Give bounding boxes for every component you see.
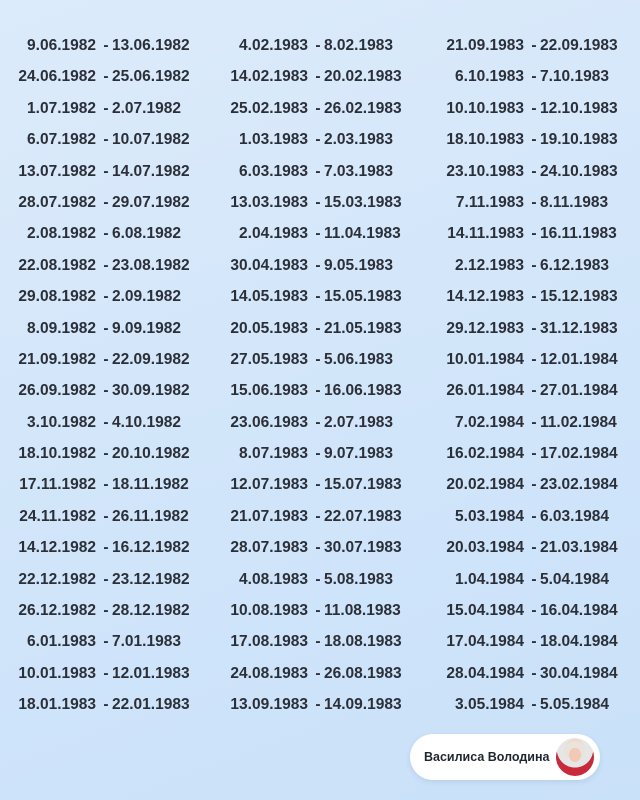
range-start-date: 30.04.1983	[230, 256, 308, 274]
range-end-date: 6.12.1983	[540, 256, 609, 274]
range-end-date: 16.04.1984	[540, 602, 618, 620]
range-separator: -	[103, 633, 109, 651]
range-start-date: 21.09.1983	[446, 37, 524, 54]
range-separator: -	[531, 602, 537, 620]
range-end-date: 16.12.1982	[112, 539, 190, 557]
range-separator: -	[315, 507, 321, 525]
range-end-date: 14.07.1982	[112, 162, 190, 180]
range-separator: -	[315, 633, 321, 651]
date-range	[440, 438, 630, 469]
range-separator: -	[315, 37, 321, 54]
range-separator: -	[103, 413, 109, 431]
range-separator: -	[531, 413, 537, 431]
range-separator: -	[531, 193, 537, 211]
range-end-date: 30.07.1983	[324, 539, 402, 557]
range-separator: -	[531, 37, 537, 54]
range-end-date: 27.01.1984	[540, 382, 618, 400]
range-end-date: 29.07.1982	[112, 193, 190, 211]
range-start-date: 10.10.1983	[446, 99, 524, 117]
range-separator: -	[315, 225, 321, 243]
range-start-date: 14.11.1983	[447, 225, 524, 243]
range-end-date: 9.07.1983	[324, 445, 393, 463]
range-separator: -	[103, 570, 109, 588]
date-row	[0, 124, 640, 155]
range-separator: -	[531, 350, 537, 368]
range-start-date: 18.01.1983	[18, 696, 96, 714]
range-start-date: 2.08.1982	[27, 225, 96, 243]
range-start-date: 15.04.1984	[446, 602, 524, 620]
range-start-date: 9.06.1982	[27, 37, 96, 54]
range-end-date: 20.10.1982	[112, 445, 190, 463]
date-range	[16, 689, 206, 720]
range-start-date: 10.01.1983	[18, 664, 96, 682]
range-start-date: 10.08.1983	[230, 602, 308, 620]
range-start-date: 13.07.1982	[18, 162, 96, 180]
date-row	[0, 438, 640, 469]
author-name: Василиса Володина	[424, 750, 550, 764]
date-range	[228, 626, 418, 657]
range-start-date: 18.10.1983	[446, 131, 524, 149]
range-end-date: 14.09.1983	[324, 696, 402, 714]
range-end-date: 10.07.1982	[112, 131, 190, 149]
date-row	[0, 30, 640, 61]
range-start-date: 18.10.1982	[18, 445, 96, 463]
range-start-date: 6.10.1983	[455, 68, 524, 86]
range-start-date: 14.05.1983	[230, 288, 308, 306]
range-end-date: 13.06.1982	[112, 37, 190, 54]
range-end-date: 9.05.1983	[324, 256, 393, 274]
date-range	[440, 689, 630, 720]
date-row	[0, 626, 640, 657]
range-end-date: 5.05.1984	[540, 696, 609, 714]
range-start-date: 26.12.1982	[18, 602, 96, 620]
date-row	[0, 407, 640, 438]
range-end-date: 22.07.1983	[324, 507, 402, 525]
range-separator: -	[103, 99, 109, 117]
range-start-date: 4.08.1983	[239, 570, 308, 588]
range-separator: -	[315, 664, 321, 682]
range-separator: -	[531, 68, 537, 86]
date-row	[0, 93, 640, 124]
date-range	[228, 124, 418, 155]
range-end-date: 18.11.1982	[112, 476, 189, 494]
date-range	[228, 344, 418, 375]
range-separator: -	[103, 382, 109, 400]
date-row	[0, 658, 640, 689]
range-separator: -	[531, 131, 537, 149]
date-range	[16, 595, 206, 626]
range-separator: -	[103, 131, 109, 149]
range-end-date: 15.07.1983	[324, 476, 402, 494]
range-separator: -	[103, 696, 109, 714]
date-range	[440, 501, 630, 532]
range-end-date: 4.10.1982	[112, 413, 181, 431]
range-end-date: 9.09.1982	[112, 319, 181, 337]
range-start-date: 24.08.1983	[230, 664, 308, 682]
range-separator: -	[315, 131, 321, 149]
range-end-date: 7.03.1983	[324, 162, 393, 180]
date-range	[228, 61, 418, 92]
date-range	[228, 501, 418, 532]
range-end-date: 16.11.1983	[540, 225, 617, 243]
date-range	[16, 501, 206, 532]
date-range	[440, 595, 630, 626]
range-end-date: 2.07.1982	[112, 99, 181, 117]
range-end-date: 18.04.1984	[540, 633, 618, 651]
range-separator: -	[531, 382, 537, 400]
range-separator: -	[103, 319, 109, 337]
range-separator: -	[315, 413, 321, 431]
date-range	[440, 375, 630, 406]
range-start-date: 17.04.1984	[446, 633, 524, 651]
range-end-date: 12.10.1983	[540, 99, 618, 117]
range-start-date: 12.07.1983	[230, 476, 308, 494]
date-range	[440, 61, 630, 92]
range-separator: -	[531, 99, 537, 117]
date-range	[228, 156, 418, 187]
range-start-date: 26.01.1984	[446, 382, 524, 400]
range-start-date: 1.03.1983	[239, 131, 308, 149]
range-start-date: 16.02.1984	[446, 445, 524, 463]
date-range	[440, 124, 630, 155]
range-separator: -	[315, 193, 321, 211]
range-start-date: 6.07.1982	[27, 131, 96, 149]
range-separator: -	[103, 602, 109, 620]
range-separator: -	[103, 162, 109, 180]
range-separator: -	[315, 476, 321, 494]
range-end-date: 21.03.1984	[540, 539, 618, 557]
date-range	[16, 93, 206, 124]
date-row	[0, 469, 640, 500]
range-separator: -	[103, 193, 109, 211]
date-row	[0, 250, 640, 281]
date-range	[440, 187, 630, 218]
range-end-date: 23.02.1984	[540, 476, 618, 494]
date-row	[0, 689, 640, 720]
range-end-date: 6.03.1984	[540, 507, 609, 525]
date-row	[0, 532, 640, 563]
range-end-date: 22.01.1983	[112, 696, 190, 714]
range-end-date: 28.12.1982	[112, 602, 190, 620]
date-range	[16, 469, 206, 500]
range-separator: -	[103, 539, 109, 557]
range-start-date: 21.07.1983	[230, 507, 308, 525]
range-end-date: 26.02.1983	[324, 99, 402, 117]
range-separator: -	[531, 507, 537, 525]
range-separator: -	[315, 319, 321, 337]
date-range	[228, 407, 418, 438]
range-start-date: 20.05.1983	[230, 319, 308, 337]
range-end-date: 11.02.1984	[540, 413, 617, 431]
range-separator: -	[531, 570, 537, 588]
range-start-date: 13.03.1983	[230, 193, 308, 211]
date-range	[228, 313, 418, 344]
range-separator: -	[103, 225, 109, 243]
range-start-date: 23.06.1983	[230, 413, 308, 431]
range-start-date: 20.02.1984	[446, 476, 524, 494]
date-range	[228, 218, 418, 249]
range-separator: -	[315, 602, 321, 620]
date-range	[440, 281, 630, 312]
date-range	[228, 250, 418, 281]
range-start-date: 28.04.1984	[446, 664, 524, 682]
range-start-date: 27.05.1983	[230, 350, 308, 368]
range-separator: -	[531, 696, 537, 714]
date-range	[16, 30, 206, 61]
range-end-date: 22.09.1983	[540, 37, 618, 54]
date-row	[0, 281, 640, 312]
range-end-date: 2.03.1983	[324, 131, 393, 149]
range-start-date: 1.07.1982	[27, 99, 96, 117]
range-end-date: 12.01.1983	[112, 664, 190, 682]
range-end-date: 5.04.1984	[540, 570, 609, 588]
range-separator: -	[315, 445, 321, 463]
date-row	[0, 61, 640, 92]
range-end-date: 22.09.1982	[112, 350, 190, 368]
range-separator: -	[315, 256, 321, 274]
range-separator: -	[103, 445, 109, 463]
range-separator: -	[103, 476, 109, 494]
range-start-date: 17.08.1983	[230, 633, 308, 651]
range-end-date: 24.10.1983	[540, 162, 618, 180]
range-separator: -	[103, 350, 109, 368]
date-range	[228, 375, 418, 406]
range-separator: -	[315, 570, 321, 588]
range-separator: -	[531, 664, 537, 682]
range-end-date: 6.08.1982	[112, 225, 181, 243]
range-separator: -	[103, 288, 109, 306]
date-range	[16, 658, 206, 689]
range-start-date: 1.04.1984	[455, 570, 524, 588]
range-separator: -	[531, 476, 537, 494]
range-start-date: 14.12.1982	[18, 539, 96, 557]
range-end-date: 7.10.1983	[540, 68, 609, 86]
range-start-date: 2.04.1983	[239, 225, 308, 243]
range-end-date: 23.08.1982	[112, 256, 190, 274]
date-range	[16, 187, 206, 218]
date-range	[16, 250, 206, 281]
date-range	[440, 626, 630, 657]
range-end-date: 11.04.1983	[324, 225, 401, 243]
range-end-date: 18.08.1983	[324, 633, 402, 651]
date-range	[440, 250, 630, 281]
date-range	[228, 469, 418, 500]
date-range	[16, 124, 206, 155]
range-end-date: 11.08.1983	[324, 602, 401, 620]
date-row	[0, 595, 640, 626]
range-end-date: 21.05.1983	[324, 319, 402, 337]
range-start-date: 21.09.1982	[18, 350, 96, 368]
range-end-date: 30.09.1982	[112, 382, 190, 400]
avatar-face-shape	[569, 748, 581, 762]
date-range	[16, 438, 206, 469]
range-end-date: 2.07.1983	[324, 413, 393, 431]
range-separator: -	[315, 288, 321, 306]
range-separator: -	[531, 162, 537, 180]
range-separator: -	[103, 37, 109, 54]
date-row	[0, 375, 640, 406]
range-start-date: 5.03.1984	[455, 507, 524, 525]
range-start-date: 3.05.1984	[455, 696, 524, 714]
range-separator: -	[103, 507, 109, 525]
date-range	[228, 532, 418, 563]
range-separator: -	[103, 256, 109, 274]
range-start-date: 28.07.1982	[18, 193, 96, 211]
date-range	[228, 564, 418, 595]
range-start-date: 8.07.1983	[239, 445, 308, 463]
range-separator: -	[315, 539, 321, 557]
range-start-date: 24.06.1982	[18, 68, 96, 86]
range-start-date: 13.09.1983	[230, 696, 308, 714]
date-range	[16, 626, 206, 657]
range-start-date: 15.06.1983	[230, 382, 308, 400]
range-separator: -	[315, 99, 321, 117]
range-separator: -	[531, 539, 537, 557]
date-range	[16, 344, 206, 375]
range-start-date: 26.09.1982	[18, 382, 96, 400]
date-range	[16, 61, 206, 92]
date-ranges-grid	[0, 30, 640, 721]
author-badge[interactable]	[410, 734, 600, 780]
range-separator: -	[315, 68, 321, 86]
range-separator: -	[531, 445, 537, 463]
range-start-date: 2.12.1983	[455, 256, 524, 274]
range-end-date: 26.08.1983	[324, 664, 402, 682]
date-row	[0, 501, 640, 532]
date-range	[228, 438, 418, 469]
range-end-date: 8.11.1983	[540, 193, 609, 211]
range-end-date: 25.06.1982	[112, 68, 190, 86]
date-row	[0, 187, 640, 218]
range-end-date: 16.06.1983	[324, 382, 402, 400]
date-range	[228, 93, 418, 124]
range-end-date: 7.01.1983	[112, 633, 181, 651]
range-start-date: 23.10.1983	[446, 162, 524, 180]
range-separator: -	[315, 350, 321, 368]
range-separator: -	[531, 256, 537, 274]
avatar[interactable]	[556, 738, 594, 776]
range-start-date: 20.03.1984	[446, 539, 524, 557]
date-range	[228, 595, 418, 626]
range-start-date: 29.08.1982	[18, 288, 96, 306]
range-end-date: 8.02.1983	[324, 37, 393, 54]
range-start-date: 22.12.1982	[18, 570, 96, 588]
range-end-date: 15.12.1983	[540, 288, 618, 306]
date-range	[228, 658, 418, 689]
date-range	[228, 30, 418, 61]
range-separator: -	[103, 664, 109, 682]
range-end-date: 20.02.1983	[324, 68, 402, 86]
date-range	[440, 407, 630, 438]
date-row	[0, 313, 640, 344]
range-start-date: 3.10.1982	[27, 413, 96, 431]
range-start-date: 24.11.1982	[19, 507, 96, 525]
date-row	[0, 218, 640, 249]
range-end-date: 5.08.1983	[324, 570, 393, 588]
date-row	[0, 156, 640, 187]
range-separator: -	[531, 225, 537, 243]
range-end-date: 17.02.1984	[540, 445, 618, 463]
range-end-date: 26.11.1982	[112, 507, 189, 525]
range-separator: -	[103, 68, 109, 86]
date-range	[16, 218, 206, 249]
range-end-date: 19.10.1983	[540, 131, 618, 149]
range-start-date: 6.01.1983	[27, 633, 96, 651]
range-start-date: 22.08.1982	[18, 256, 96, 274]
date-range	[16, 156, 206, 187]
range-start-date: 14.02.1983	[230, 68, 308, 86]
range-start-date: 17.11.1982	[19, 476, 96, 494]
range-start-date: 25.02.1983	[230, 99, 308, 117]
range-end-date: 15.05.1983	[324, 288, 402, 306]
range-separator: -	[315, 696, 321, 714]
date-range	[440, 313, 630, 344]
date-range	[16, 564, 206, 595]
date-range	[16, 313, 206, 344]
range-start-date: 28.07.1983	[230, 539, 308, 557]
date-range	[228, 187, 418, 218]
range-separator: -	[531, 319, 537, 337]
range-end-date: 2.09.1982	[112, 288, 181, 306]
date-range	[440, 218, 630, 249]
date-range	[228, 281, 418, 312]
date-row	[0, 564, 640, 595]
range-start-date: 7.02.1984	[455, 413, 524, 431]
range-start-date: 6.03.1983	[239, 162, 308, 180]
range-start-date: 7.11.1983	[455, 193, 524, 211]
range-start-date: 4.02.1983	[239, 37, 308, 54]
date-range	[440, 93, 630, 124]
range-separator: -	[315, 382, 321, 400]
range-separator: -	[531, 633, 537, 651]
range-end-date: 30.04.1984	[540, 664, 618, 682]
range-end-date: 5.06.1983	[324, 350, 393, 368]
date-range	[16, 407, 206, 438]
date-range	[440, 564, 630, 595]
date-range	[440, 30, 630, 61]
date-range	[16, 532, 206, 563]
date-range	[440, 532, 630, 563]
range-end-date: 12.01.1984	[540, 350, 618, 368]
range-start-date: 8.09.1982	[27, 319, 96, 337]
date-range	[440, 469, 630, 500]
range-end-date: 31.12.1983	[540, 319, 618, 337]
date-range	[440, 658, 630, 689]
date-range	[440, 344, 630, 375]
range-separator: -	[531, 288, 537, 306]
range-end-date: 15.03.1983	[324, 193, 402, 211]
date-range	[440, 156, 630, 187]
range-separator: -	[315, 162, 321, 180]
date-range	[16, 281, 206, 312]
range-end-date: 23.12.1982	[112, 570, 190, 588]
range-start-date: 14.12.1983	[446, 288, 524, 306]
date-range	[228, 689, 418, 720]
date-range	[16, 375, 206, 406]
date-row	[0, 344, 640, 375]
range-start-date: 10.01.1984	[446, 350, 524, 368]
range-start-date: 29.12.1983	[446, 319, 524, 337]
